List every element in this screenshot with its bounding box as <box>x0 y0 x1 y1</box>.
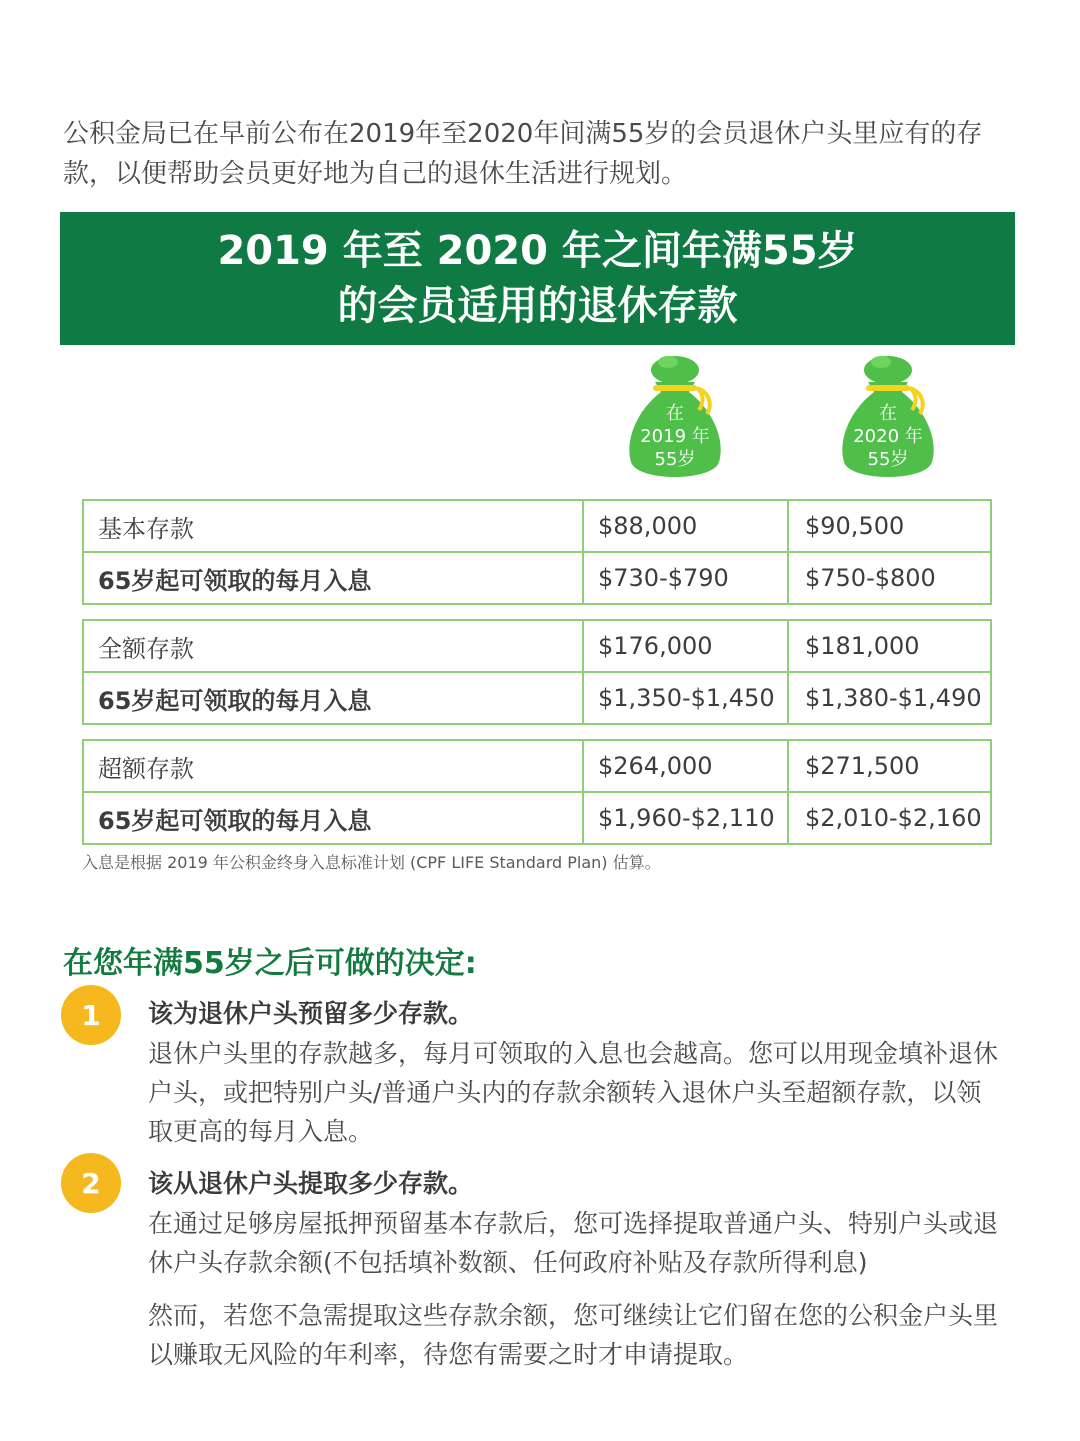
row-label: 65岁起可领取的每月入息 <box>84 673 584 723</box>
value-2020: $2,010-$2,160 <box>805 804 982 832</box>
bag-2019-line-2: 2019 年 <box>640 426 710 447</box>
enhanced-sum-table <box>82 739 992 845</box>
table-row <box>84 501 990 551</box>
row-label: 65岁起可领取的每月入息 <box>84 553 584 603</box>
footnote: 入息是根据 2019 年公积金终身入息标准计划 (CPF LIFE Standard Plan) 估算。 <box>82 853 661 872</box>
table-row <box>84 791 990 843</box>
bag-2020-line-1: 在 <box>879 403 897 424</box>
decision-heading: 该为退休户头预留多少存款。 <box>148 999 474 1028</box>
row-label: 全额存款 <box>84 621 584 671</box>
decision-item-1 <box>148 994 998 1151</box>
full-sum-table <box>82 619 992 725</box>
table-row <box>84 671 990 723</box>
decision-item-2 <box>148 1164 998 1374</box>
value-2020: $90,500 <box>805 512 905 540</box>
basic-sum-table <box>82 499 992 605</box>
number-badge-2: 2 <box>61 1153 121 1213</box>
row-label: 基本存款 <box>84 501 584 551</box>
table-row <box>84 741 990 791</box>
decision-body-continued: 然而，若您不急需提取这些存款余额，您可继续让它们留在您的公积金户头里以赚取无风险的年利率，待您有需要之时才申请提取。 <box>148 1301 999 1369</box>
value-2019: $730-$790 <box>584 553 789 603</box>
money-bag-2020 <box>838 352 938 492</box>
bag-2019-line-3: 55岁 <box>654 449 696 470</box>
bag-2019-line-1: 在 <box>666 403 684 424</box>
value-2019: $1,960-$2,110 <box>584 793 789 843</box>
value-2019: $264,000 <box>584 741 789 791</box>
decisions-title: 在您年满55岁之后可做的决定: <box>63 946 477 981</box>
value-2019: $1,350-$1,450 <box>584 673 789 723</box>
title-banner <box>60 212 1015 345</box>
value-2019: $176,000 <box>584 621 789 671</box>
value-2020: $750-$800 <box>805 564 936 592</box>
decision-body: 退休户头里的存款越多，每月可领取的入息也会越高。您可以用现金填补退休户头，或把特别户头/普通户头内的存款余额转入退休户头至超额存款，以领取更高的每月入息。 <box>148 1039 999 1146</box>
money-bag-2019 <box>625 352 725 492</box>
value-2019: $88,000 <box>584 501 789 551</box>
bag-2020-line-3: 55岁 <box>867 449 909 470</box>
decision-heading: 该从退休户头提取多少存款。 <box>148 1169 474 1198</box>
banner-line-2: 的会员适用的退休存款 <box>337 282 738 329</box>
value-2020: $1,380-$1,490 <box>805 684 982 712</box>
number-badge-1: 1 <box>61 985 121 1045</box>
value-2020: $181,000 <box>805 632 920 660</box>
value-2020: $271,500 <box>805 752 920 780</box>
banner-line-1: 2019 年至 2020 年之间年满55岁 <box>217 227 858 274</box>
decision-body: 在通过足够房屋抵押预留基本存款后，您可选择提取普通户头、特别户头或退休户头存款余额(不包括填补数额、任何政府补贴及存款所得利息) <box>148 1209 999 1277</box>
row-label: 65岁起可领取的每月入息 <box>84 793 584 843</box>
intro-paragraph: 公积金局已在早前公布在2019年至2020年间满55岁的会员退休户头里应有的存款，以便帮助会员更好地为自己的退休生活进行规划。 <box>63 119 983 189</box>
bag-2020-line-2: 2020 年 <box>853 426 923 447</box>
table-row <box>84 621 990 671</box>
table-row <box>84 551 990 603</box>
row-label: 超额存款 <box>84 741 584 791</box>
